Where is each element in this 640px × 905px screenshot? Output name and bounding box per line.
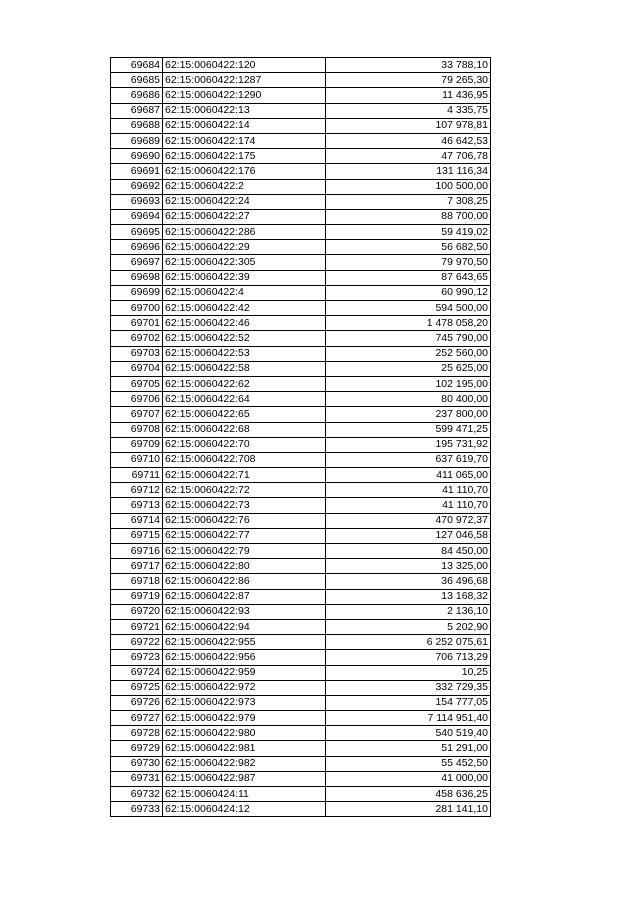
cadastral-value-cell: 5 202,90 [326, 619, 491, 634]
cadastral-value-cell: 332 729,35 [326, 680, 491, 695]
table-row [111, 118, 491, 133]
cadastral-number-cell: 62:15:0060422:87 [163, 589, 326, 604]
row-number-cell: 69718 [111, 574, 163, 589]
row-number-cell: 69716 [111, 544, 163, 559]
cadastral-number-cell: 62:15:0060422:981 [163, 741, 326, 756]
row-number-cell: 69685 [111, 73, 163, 88]
table-row [111, 240, 491, 255]
cadastral-value-cell: 36 496,68 [326, 574, 491, 589]
cadastral-value-cell: 4 335,75 [326, 103, 491, 118]
table-row [111, 528, 491, 543]
cadastral-number-cell: 62:15:0060422:286 [163, 225, 326, 240]
table-row [111, 58, 491, 73]
row-number-cell: 69705 [111, 376, 163, 391]
cadastral-value-cell: 411 065,00 [326, 468, 491, 483]
table-row [111, 164, 491, 179]
row-number-cell: 69724 [111, 665, 163, 680]
table-row [111, 711, 491, 726]
row-number-cell: 69713 [111, 498, 163, 513]
cadastral-number-cell: 62:15:0060422:94 [163, 619, 326, 634]
table-row [111, 513, 491, 528]
cadastral-number-cell: 62:15:0060422:708 [163, 452, 326, 467]
table-row [111, 179, 491, 194]
cadastral-number-cell: 62:15:0060422:176 [163, 164, 326, 179]
cadastral-value-cell: 60 990,12 [326, 285, 491, 300]
table-row [111, 665, 491, 680]
table-row [111, 544, 491, 559]
cadastral-number-cell: 62:15:0060422:2 [163, 179, 326, 194]
cadastral-value-cell: 100 500,00 [326, 179, 491, 194]
cadastral-number-cell: 62:15:0060422:305 [163, 255, 326, 270]
row-number-cell: 69709 [111, 437, 163, 452]
cadastral-value-cell: 102 195,00 [326, 376, 491, 391]
cadastral-number-cell: 62:15:0060422:982 [163, 756, 326, 771]
table-row [111, 589, 491, 604]
row-number-cell: 69732 [111, 787, 163, 802]
cadastral-value-cell: 2 136,10 [326, 604, 491, 619]
row-number-cell: 69729 [111, 741, 163, 756]
cadastral-number-cell: 62:15:0060422:76 [163, 513, 326, 528]
table-row [111, 103, 491, 118]
cadastral-value-cell: 127 046,58 [326, 528, 491, 543]
row-number-cell: 69725 [111, 680, 163, 695]
table-row [111, 225, 491, 240]
table-row [111, 73, 491, 88]
cadastral-value-cell: 88 700,00 [326, 209, 491, 224]
cadastral-value-cell: 10,25 [326, 665, 491, 680]
table-row [111, 695, 491, 710]
cadastral-number-cell: 62:15:0060422:53 [163, 346, 326, 361]
table-row [111, 635, 491, 650]
row-number-cell: 69723 [111, 650, 163, 665]
row-number-cell: 69692 [111, 179, 163, 194]
cadastral-number-cell: 62:15:0060422:79 [163, 544, 326, 559]
table-body [111, 58, 491, 817]
cadastral-number-cell: 62:15:0060422:174 [163, 133, 326, 148]
cadastral-value-cell: 46 642,53 [326, 133, 491, 148]
cadastral-value-cell: 59 419,02 [326, 225, 491, 240]
cadastral-value-cell: 7 114 951,40 [326, 711, 491, 726]
cadastral-number-cell: 62:15:0060422:27 [163, 209, 326, 224]
table-row [111, 270, 491, 285]
cadastral-number-cell: 62:15:0060422:71 [163, 468, 326, 483]
cadastral-value-table [110, 57, 491, 817]
table-row [111, 392, 491, 407]
table-row [111, 787, 491, 802]
cadastral-number-cell: 62:15:0060422:86 [163, 574, 326, 589]
cadastral-value-cell: 33 788,10 [326, 58, 491, 73]
table-row [111, 802, 491, 817]
cadastral-value-cell: 470 972,37 [326, 513, 491, 528]
row-number-cell: 69714 [111, 513, 163, 528]
table-row [111, 726, 491, 741]
cadastral-value-cell: 56 682,50 [326, 240, 491, 255]
cadastral-value-cell: 599 471,25 [326, 422, 491, 437]
table-row [111, 498, 491, 513]
row-number-cell: 69728 [111, 726, 163, 741]
row-number-cell: 69690 [111, 149, 163, 164]
row-number-cell: 69733 [111, 802, 163, 817]
cadastral-value-cell: 131 116,34 [326, 164, 491, 179]
cadastral-number-cell: 62:15:0060422:14 [163, 118, 326, 133]
table-row [111, 285, 491, 300]
cadastral-value-cell: 41 110,70 [326, 483, 491, 498]
row-number-cell: 69699 [111, 285, 163, 300]
table-row [111, 437, 491, 452]
row-number-cell: 69684 [111, 58, 163, 73]
row-number-cell: 69687 [111, 103, 163, 118]
row-number-cell: 69720 [111, 604, 163, 619]
cadastral-value-cell: 7 308,25 [326, 194, 491, 209]
cadastral-value-cell: 13 168,32 [326, 589, 491, 604]
cadastral-number-cell: 62:15:0060422:956 [163, 650, 326, 665]
cadastral-number-cell: 62:15:0060422:70 [163, 437, 326, 452]
cadastral-number-cell: 62:15:0060422:979 [163, 711, 326, 726]
row-number-cell: 69710 [111, 452, 163, 467]
row-number-cell: 69701 [111, 316, 163, 331]
table-row [111, 376, 491, 391]
row-number-cell: 69727 [111, 711, 163, 726]
table-row [111, 361, 491, 376]
table-row [111, 346, 491, 361]
cadastral-value-cell: 41 000,00 [326, 771, 491, 786]
cadastral-number-cell: 62:15:0060422:980 [163, 726, 326, 741]
cadastral-value-cell: 237 800,00 [326, 407, 491, 422]
table-row [111, 316, 491, 331]
cadastral-value-cell: 154 777,05 [326, 695, 491, 710]
row-number-cell: 69731 [111, 771, 163, 786]
table-row [111, 559, 491, 574]
cadastral-number-cell: 62:15:0060422:1290 [163, 88, 326, 103]
table-row [111, 88, 491, 103]
cadastral-value-cell: 51 291,00 [326, 741, 491, 756]
table-row [111, 255, 491, 270]
row-number-cell: 69694 [111, 209, 163, 224]
row-number-cell: 69719 [111, 589, 163, 604]
row-number-cell: 69717 [111, 559, 163, 574]
table-row [111, 604, 491, 619]
table-row [111, 680, 491, 695]
cadastral-value-cell: 594 500,00 [326, 301, 491, 316]
cadastral-value-cell: 55 452,50 [326, 756, 491, 771]
row-number-cell: 69698 [111, 270, 163, 285]
table-row [111, 331, 491, 346]
cadastral-number-cell: 62:15:0060424:12 [163, 802, 326, 817]
cadastral-value-cell: 252 560,00 [326, 346, 491, 361]
cadastral-number-cell: 62:15:0060422:973 [163, 695, 326, 710]
row-number-cell: 69691 [111, 164, 163, 179]
row-number-cell: 69688 [111, 118, 163, 133]
cadastral-value-cell: 706 713,29 [326, 650, 491, 665]
cadastral-value-cell: 107 978,81 [326, 118, 491, 133]
table-row [111, 209, 491, 224]
cadastral-value-cell: 80 400,00 [326, 392, 491, 407]
cadastral-value-cell: 11 436,95 [326, 88, 491, 103]
cadastral-value-cell: 41 110,70 [326, 498, 491, 513]
table-row [111, 650, 491, 665]
table-row [111, 133, 491, 148]
row-number-cell: 69686 [111, 88, 163, 103]
cadastral-number-cell: 62:15:0060422:73 [163, 498, 326, 513]
cadastral-number-cell: 62:15:0060422:58 [163, 361, 326, 376]
cadastral-number-cell: 62:15:0060422:1287 [163, 73, 326, 88]
cadastral-value-cell: 79 970,50 [326, 255, 491, 270]
table-row [111, 407, 491, 422]
cadastral-number-cell: 62:15:0060422:64 [163, 392, 326, 407]
row-number-cell: 69697 [111, 255, 163, 270]
row-number-cell: 69702 [111, 331, 163, 346]
row-number-cell: 69711 [111, 468, 163, 483]
cadastral-number-cell: 62:15:0060422:24 [163, 194, 326, 209]
cadastral-number-cell: 62:15:0060422:77 [163, 528, 326, 543]
row-number-cell: 69700 [111, 301, 163, 316]
table-row [111, 771, 491, 786]
row-number-cell: 69689 [111, 133, 163, 148]
cadastral-number-cell: 62:15:0060422:93 [163, 604, 326, 619]
cadastral-value-cell: 458 636,25 [326, 787, 491, 802]
cadastral-value-cell: 745 790,00 [326, 331, 491, 346]
cadastral-number-cell: 62:15:0060422:955 [163, 635, 326, 650]
cadastral-value-cell: 1 478 058,20 [326, 316, 491, 331]
cadastral-number-cell: 62:15:0060422:13 [163, 103, 326, 118]
cadastral-value-cell: 79 265,30 [326, 73, 491, 88]
cadastral-number-cell: 62:15:0060422:39 [163, 270, 326, 285]
row-number-cell: 69730 [111, 756, 163, 771]
cadastral-number-cell: 62:15:0060422:175 [163, 149, 326, 164]
cadastral-number-cell: 62:15:0060422:46 [163, 316, 326, 331]
cadastral-number-cell: 62:15:0060422:68 [163, 422, 326, 437]
cadastral-value-cell: 281 141,10 [326, 802, 491, 817]
cadastral-number-cell: 62:15:0060424:11 [163, 787, 326, 802]
table-row [111, 194, 491, 209]
row-number-cell: 69696 [111, 240, 163, 255]
cadastral-value-cell: 13 325,00 [326, 559, 491, 574]
table-row [111, 619, 491, 634]
row-number-cell: 69707 [111, 407, 163, 422]
table-row [111, 468, 491, 483]
cadastral-number-cell: 62:15:0060422:72 [163, 483, 326, 498]
cadastral-number-cell: 62:15:0060422:65 [163, 407, 326, 422]
cadastral-number-cell: 62:15:0060422:29 [163, 240, 326, 255]
cadastral-value-cell: 87 643,65 [326, 270, 491, 285]
cadastral-number-cell: 62:15:0060422:42 [163, 301, 326, 316]
cadastral-number-cell: 62:15:0060422:972 [163, 680, 326, 695]
row-number-cell: 69726 [111, 695, 163, 710]
table-row [111, 301, 491, 316]
row-number-cell: 69722 [111, 635, 163, 650]
row-number-cell: 69695 [111, 225, 163, 240]
cadastral-number-cell: 62:15:0060422:80 [163, 559, 326, 574]
table-row [111, 756, 491, 771]
row-number-cell: 69721 [111, 619, 163, 634]
cadastral-number-cell: 62:15:0060422:959 [163, 665, 326, 680]
row-number-cell: 69704 [111, 361, 163, 376]
cadastral-value-cell: 6 252 075,61 [326, 635, 491, 650]
table-row [111, 483, 491, 498]
cadastral-value-cell: 84 450,00 [326, 544, 491, 559]
row-number-cell: 69703 [111, 346, 163, 361]
cadastral-value-cell: 25 625,00 [326, 361, 491, 376]
cadastral-value-cell: 540 519,40 [326, 726, 491, 741]
cadastral-value-cell: 637 619,70 [326, 452, 491, 467]
table-row [111, 574, 491, 589]
cadastral-value-cell: 195 731,92 [326, 437, 491, 452]
cadastral-value-cell: 47 706,78 [326, 149, 491, 164]
row-number-cell: 69706 [111, 392, 163, 407]
cadastral-number-cell: 62:15:0060422:120 [163, 58, 326, 73]
table-row [111, 149, 491, 164]
cadastral-number-cell: 62:15:0060422:52 [163, 331, 326, 346]
cadastral-number-cell: 62:15:0060422:987 [163, 771, 326, 786]
row-number-cell: 69715 [111, 528, 163, 543]
cadastral-number-cell: 62:15:0060422:62 [163, 376, 326, 391]
row-number-cell: 69693 [111, 194, 163, 209]
row-number-cell: 69712 [111, 483, 163, 498]
table-row [111, 741, 491, 756]
table-row [111, 452, 491, 467]
cadastral-number-cell: 62:15:0060422:4 [163, 285, 326, 300]
row-number-cell: 69708 [111, 422, 163, 437]
table-row [111, 422, 491, 437]
